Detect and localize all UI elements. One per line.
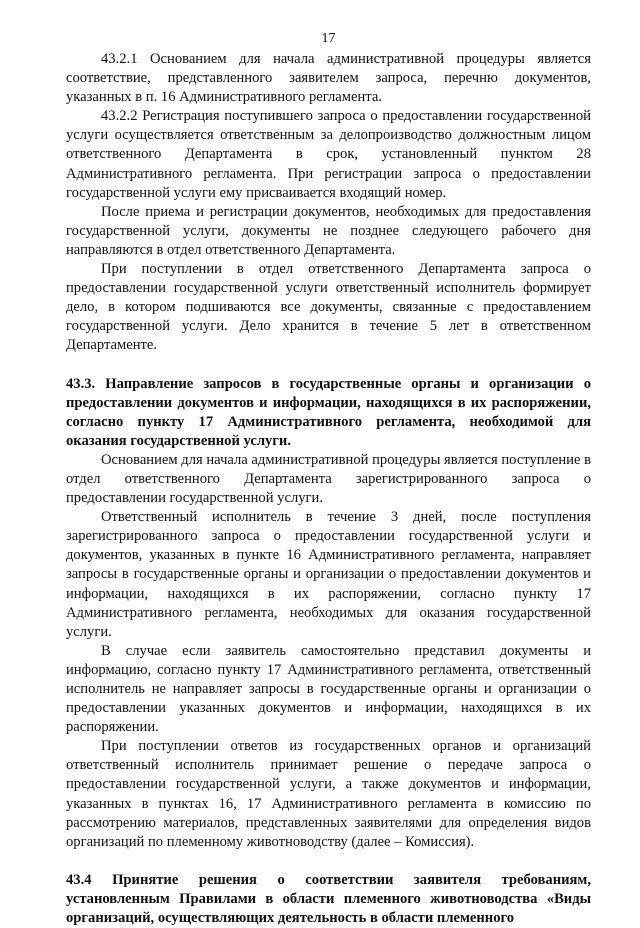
body-paragraph: 43.2.2 Регистрация поступившего запроса о предоставлении государственной услуги осуществляется ответственным за делопроизводство должностным лицом ответственного Департамента в срок, установленный пунктом 28 Административного регламента. При регистрации запроса о предоставлении государственной услуги ему присваивается входящий номер. xyxy=(66,108,591,201)
section-heading: 43.4 Принятие решения о соответствии заявителя требованиям, установленным Правилами в области племенного животноводства «Виды организаций, осуществляющих деятельность в области племенного xyxy=(66,871,591,927)
section-spacer xyxy=(66,852,591,871)
body-paragraph: 43.2.1 Основанием для начала административной процедуры является соответствие, представленного заявителем запроса, перечню документов, указанных в п. 16 Административного регламента. xyxy=(66,51,591,106)
document-body xyxy=(66,50,591,928)
body-paragraph: При поступлении в отдел ответственного Департамента запроса о предоставлении государственной услуги ответственный исполнитель формирует дело, в котором подшиваются все документы, связанные с предоставлением государственной услуги. Дело хранится в течение 5 лет в ответственном Департаменте. xyxy=(66,261,591,354)
page-number: 17 xyxy=(321,31,336,46)
section-heading: 43.3. Направление запросов в государственные органы и организации о предоставлении документов и информации, находящихся в их распоряжении, согласно пункту 17 Административного регламента, необходимой для оказания государственной услуги. xyxy=(66,375,591,449)
body-paragraph: После приема и регистрации документов, необходимых для предоставления государственной услуги, документы не позднее следующего рабочего дня направляются в отдел ответственного Департамента. xyxy=(66,203,591,258)
body-paragraph: Ответственный исполнитель в течение 3 дней, после поступления зарегистрированного запроса о предоставлении государственной услуги и документов, указанных в пункте 16 Административного регламента, направляет запросы в государственные органы и организации о предоставлении документов и информации, находящихся в их распоряжении, согласно пункту 17 Административного регламента, необходимых для оказания государственной услуги. xyxy=(66,509,591,640)
section-spacer xyxy=(66,356,591,375)
document-page xyxy=(66,30,591,928)
body-paragraph: Основанием для начала административной процедуры является поступление в отдел ответственного Департамента зарегистрированного запроса о предоставлении государственной услуги. xyxy=(66,451,591,507)
body-paragraph: В случае если заявитель самостоятельно представил документы и информацию, согласно пункту 17 Административного регламента, ответственный исполнитель не направляет запросы в государственные органы и организации о предоставлении указанных документов и информации, находящихся в их распоряжении. xyxy=(66,642,591,736)
body-paragraph: При поступлении ответов из государственных органов и организаций ответственный исполнитель принимает решение о передаче запроса о предоставлении государственной услуги, а также документов и информации, указанных в пунктах 16, 17 Административного регламента в комиссию по рассмотрению материалов, представленных заявителями для определения видов организаций по племенному животноводству (далее – Комиссия). xyxy=(66,738,591,850)
